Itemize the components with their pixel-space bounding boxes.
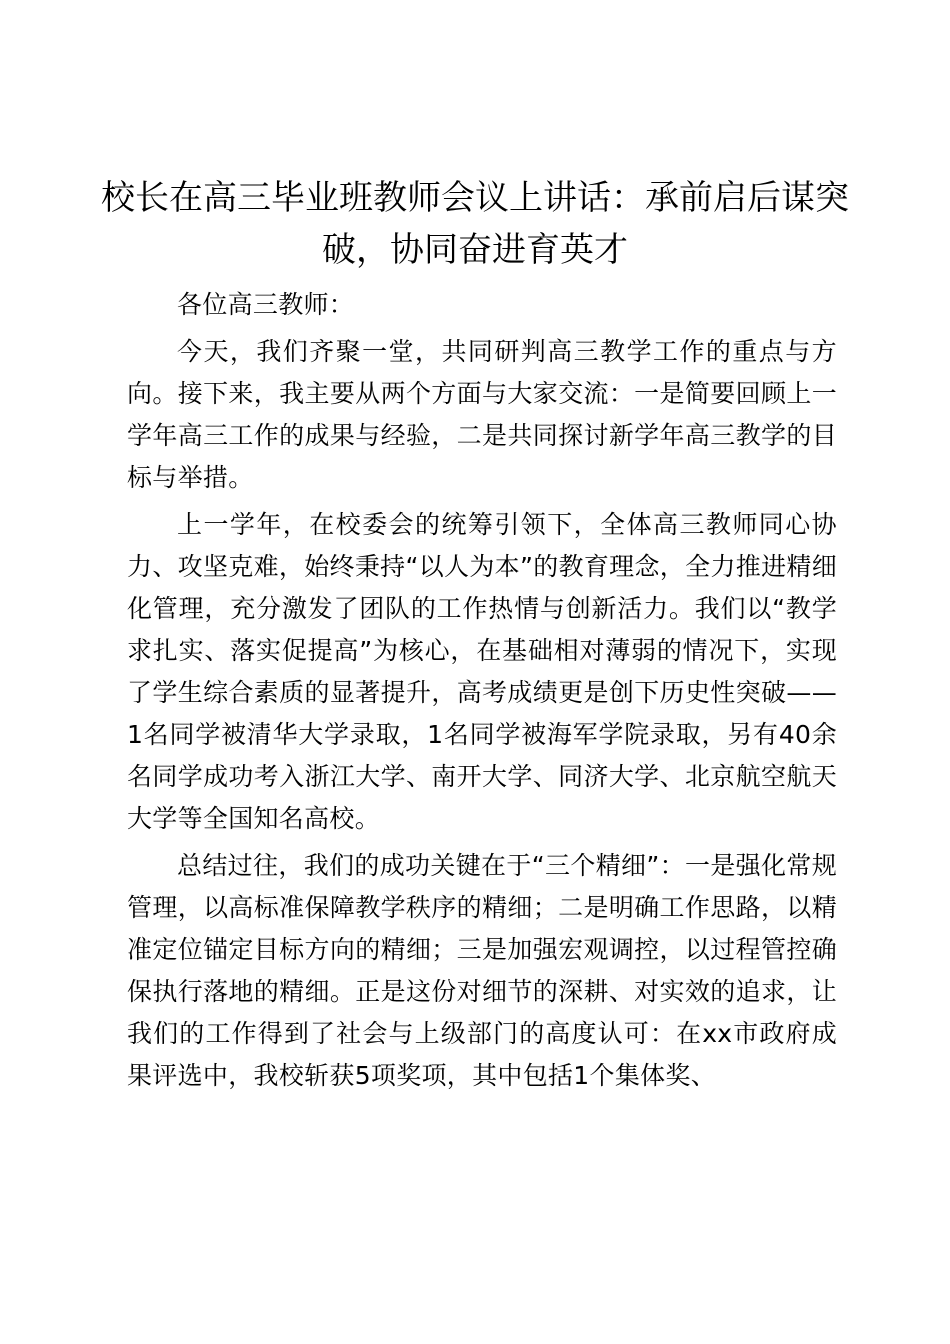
salutation-paragraph: 各位高三教师：: [177, 290, 355, 319]
body-paragraph: 总结过往，我们的成功关键在于“三个精细”：一是强化常规管理，以高标准保障教学秩序的精细；二是明确工作思路，以精准定位锚定目标方向的精细；三是加强宏观调控，以过程管控确保执行落地的精细。正是这份对细节的深耕、对实效的追求，让我们的工作得到了社会与上级部门的高度认可：在xx市政府成果评选中，我校斩获5项奖项，其中包括1个集体奖、: [127, 851, 837, 1090]
document-title: 校长在高三毕业班教师会议上讲话：承前启后谋突破，协同奋进育英才: [101, 178, 849, 270]
body-paragraph: 今天，我们齐聚一堂，共同研判高三教学工作的重点与方向。接下来，我主要从两个方面与大家交流：一是简要回顾上一学年高三工作的成果与经验，二是共同探讨新学年高三教学的目标与举措。: [127, 337, 837, 492]
body-paragraph: 上一学年，在校委会的统筹引领下，全体高三教师同心协力、攻坚克难，始终秉持“以人为本”的教育理念，全力推进精细化管理，充分激发了团队的工作热情与创新活力。我们以“教学求扎实、落实促提高”为核心，在基础相对薄弱的情况下，实现了学生综合素质的显著提升，高考成绩更是创下历史性突破——1名同学被清华大学录取，1名同学被海军学院录取，另有40余名同学成功考入浙江大学、南开大学、同济大学、北京航空航天大学等全国知名高校。: [127, 510, 837, 833]
document-body: [127, 284, 837, 1102]
